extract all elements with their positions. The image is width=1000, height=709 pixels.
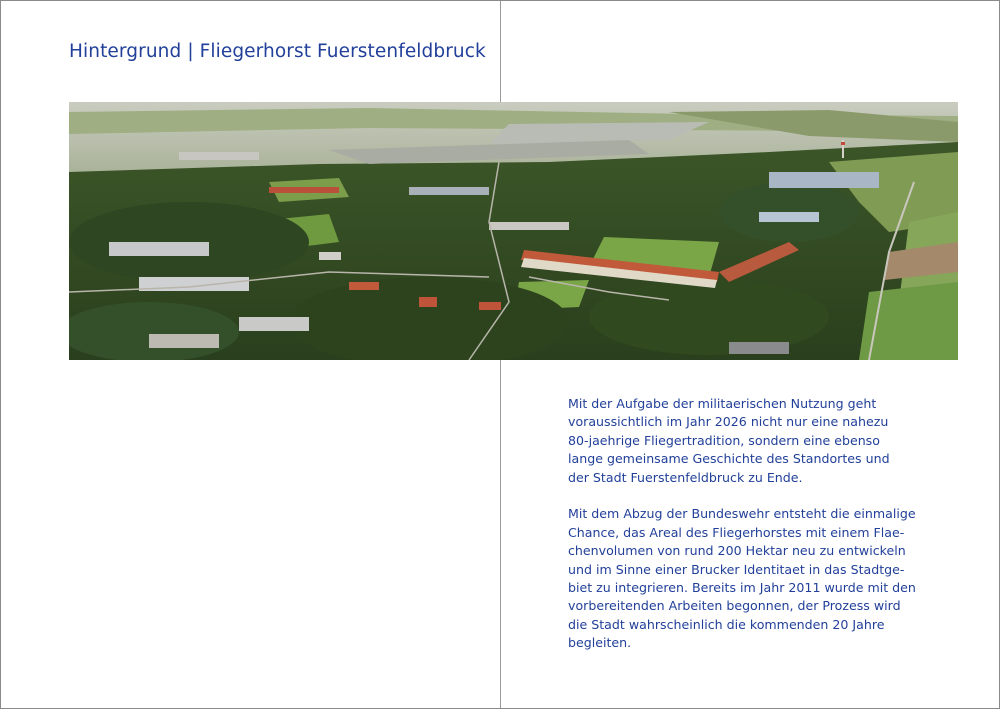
text-line: der Stadt Fuerstenfeldbruck zu Ende. — [568, 469, 803, 485]
text-line: chenvolumen von rund 200 Hektar neu zu entwickeln — [568, 543, 906, 559]
text-line: Chance, das Areal des Fliegerhorstes mit einem Flae- — [568, 524, 905, 540]
page-title: Hintergrund | Fliegerhorst Fuerstenfeldbruck — [69, 41, 486, 62]
body-text — [568, 395, 928, 671]
aerial-photo-airbase — [69, 102, 958, 360]
text-line: 80-jaehrige Fliegertradition, sondern eine ebenso — [568, 432, 880, 448]
paragraph-2 — [568, 505, 928, 652]
text-line: Mit dem Abzug der Bundeswehr entsteht die einmalige — [568, 506, 916, 522]
text-line: die Stadt wahrscheinlich die kommenden 20 Jahre — [568, 616, 885, 632]
text-line: Mit der Aufgabe der militaerischen Nutzung geht — [568, 396, 877, 411]
text-line: voraussichtlich im Jahr 2026 nicht nur eine nahezu — [568, 414, 889, 430]
text-line: biet zu integrieren. Bereits im Jahr 2011 wurde mit den — [568, 580, 916, 596]
text-line: begleiten. — [568, 635, 632, 651]
text-line: vorbereitenden Arbeiten begonnen, der Prozess wird — [568, 598, 901, 614]
text-line: und im Sinne einer Brucker Identitaet in das Stadtge- — [568, 561, 905, 577]
text-line: lange gemeinsame Geschichte des Standortes und — [568, 451, 890, 467]
paragraph-1 — [568, 395, 928, 487]
